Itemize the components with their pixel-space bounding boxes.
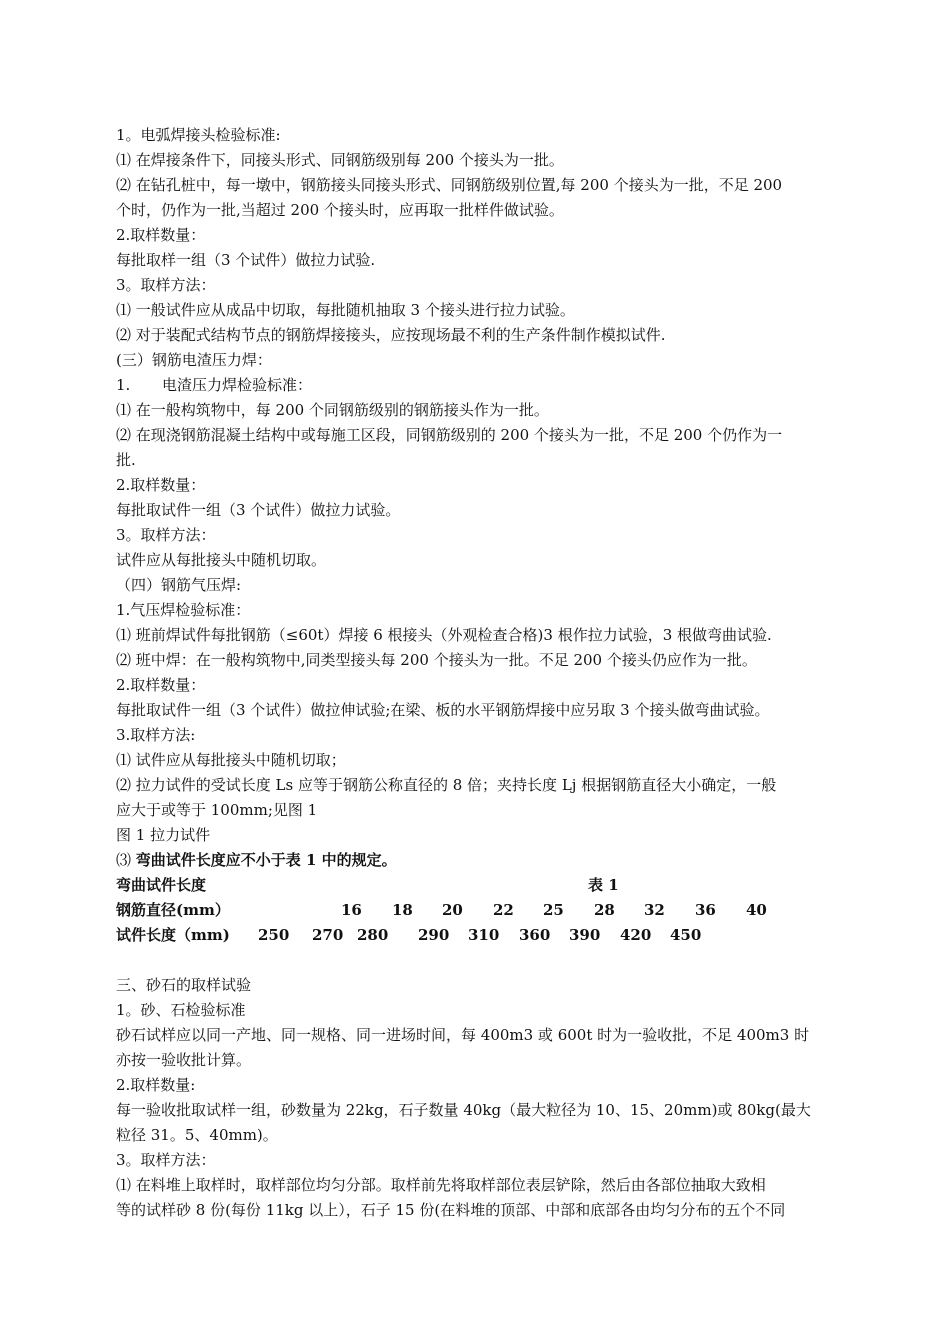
- list-item-continued: 批.: [116, 451, 136, 469]
- list-item: ⑴ 在焊接条件下，同接头形式、同钢筋级别每 200 个接头为一批。: [116, 151, 564, 169]
- paragraph: 每一验收批取试样一组，砂数量为 22kg，石子数量 40kg（最大粒径为 10、15、20mm)或 80kg(最大: [116, 1101, 811, 1119]
- figure-caption: 图 1 拉力试件: [116, 826, 211, 844]
- table-cell: 390: [569, 926, 601, 944]
- section-heading-gas-pressure: （四）钢筋气压焊:: [116, 576, 242, 594]
- paragraph: 每批取试件一组（3 个试件）做拉伸试验;在梁、板的水平钢筋焊接中应另取 3 个接头做弯曲试验。: [116, 701, 770, 719]
- heading-sampling-method: 3。取样方法：: [116, 526, 216, 544]
- table-title: 弯曲试件长度: [116, 876, 207, 894]
- heading-gas-pressure-standard: 1.气压焊检验标准：: [116, 601, 251, 619]
- paragraph: 每批取样一组（3 个试件）做拉力试验.: [116, 251, 376, 269]
- list-item: ⑴ 一般试件应从成品中切取，每批随机抽取 3 个接头进行拉力试验。: [116, 301, 575, 319]
- spacer: [116, 948, 850, 973]
- list-item: ⑴ 在料堆上取样时，取样部位均匀分部。取样前先将取样部位表层铲除，然后由各部位抽取大致相: [116, 1176, 766, 1194]
- table-cell: 18: [392, 901, 413, 919]
- list-item: ⑴ 班前焊试件每批钢筋（≤60t）焊接 6 根接头（外观检查合格)3 根作拉力试验，3 根做弯曲试验.: [116, 626, 772, 644]
- paragraph: 砂石试样应以同一产地、同一规格、同一进场时间，每 400m3 或 600t 时为一验收批，不足 400m3 时: [116, 1026, 810, 1044]
- list-marker: ⑶: [116, 851, 136, 869]
- table-cell: 310: [468, 926, 500, 944]
- list-item: ⑴ 在一般构筑物中，每 200 个同钢筋级别的钢筋接头作为一批。: [116, 401, 549, 419]
- list-item: ⑵ 班中焊：在一般构筑物中,同类型接头每 200 个接头为一批。不足 200 个接头仍应作为一批。: [116, 651, 757, 669]
- list-item: ⑵ 在钻孔桩中，每一墩中，钢筋接头同接头形式、同钢筋级别位置,每 200 个接头为一批，不足 200: [116, 176, 783, 194]
- table-cell: 36: [695, 901, 716, 919]
- table-cell: 25: [543, 901, 564, 919]
- list-item: ⑵ 拉力试件的受试长度 Ls 应等于钢筋公称直径的 8 倍；夹持长度 Lj 根据钢筋直径大小确定，一般: [116, 776, 777, 794]
- heading-text: 电渣压力焊检验标准：: [162, 376, 313, 394]
- table-cell: 250: [258, 926, 290, 944]
- list-item: ⑵ 在现浇钢筋混凝土结构中或每施工区段，同钢筋级别的 200 个接头为一批，不足 200 个仍作为一: [116, 426, 783, 444]
- list-item-text: 弯曲试件长度应不小于表 1 中的规定。: [135, 851, 397, 869]
- heading-electroslag-standard: [116, 373, 850, 398]
- table-cell: 22: [493, 901, 514, 919]
- paragraph-continued: 粒径 31。5、40mm)。: [116, 1126, 278, 1144]
- heading-sand-stone-standard: 1。砂、石检验标准: [116, 1001, 246, 1019]
- table-title-row: [116, 873, 850, 898]
- heading-sample-quantity: 2.取样数量：: [116, 676, 206, 694]
- heading-arc-welding-standard: 1。电弧焊接头检验标准:: [116, 126, 281, 144]
- heading-sample-quantity: 2.取样数量:: [116, 1076, 196, 1094]
- section-heading-sand-stone: 三、砂石的取样试验: [116, 976, 252, 994]
- paragraph: 每批取试件一组（3 个试件）做拉力试验。: [116, 501, 401, 519]
- table-cell: 270: [312, 926, 344, 944]
- paragraph-continued: 亦按一验收批计算。: [116, 1051, 252, 1069]
- table-caption: 表 1: [588, 876, 619, 894]
- table-row: [116, 898, 850, 923]
- row-label-diameter: 钢筋直径(mm）: [116, 901, 230, 919]
- list-item-bold: [116, 848, 850, 873]
- table-cell: 290: [418, 926, 450, 944]
- heading-sampling-method: 3。取样方法：: [116, 1151, 216, 1169]
- list-item: ⑵ 对于装配式结构节点的钢筋焊接接头，应按现场最不利的生产条件制作模拟试件.: [116, 326, 666, 344]
- heading-sample-quantity: 2.取样数量：: [116, 226, 206, 244]
- table-cell: 32: [644, 901, 665, 919]
- table-cell: 28: [594, 901, 615, 919]
- list-item-continued: 等的试样砂 8 份(每份 11kg 以上），石子 15 份(在料堆的顶部、中部和底部各由均匀分布的五个不同: [116, 1201, 786, 1219]
- table-cell: 40: [746, 901, 767, 919]
- row-label-length: 试件长度（mm): [116, 926, 230, 944]
- heading-sample-quantity: 2.取样数量：: [116, 476, 206, 494]
- list-item-continued: 应大于或等于 100mm;见图 1: [116, 801, 318, 819]
- table-cell: 20: [442, 901, 463, 919]
- list-item: ⑴ 试件应从每批接头中随机切取；: [116, 751, 346, 769]
- table-cell: 360: [519, 926, 551, 944]
- table-row: [116, 923, 850, 948]
- heading-number: 1.: [116, 376, 131, 394]
- list-item-continued: 个时，仍作为一批,当超过 200 个接头时，应再取一批样件做试验。: [116, 201, 564, 219]
- heading-sampling-method: 3。取样方法：: [116, 276, 216, 294]
- document-body: [116, 123, 850, 1223]
- section-heading-electroslag: (三）钢筋电渣压力焊：: [116, 351, 272, 369]
- table-cell: 420: [620, 926, 652, 944]
- table-cell: 280: [357, 926, 389, 944]
- table-cell: 16: [341, 901, 362, 919]
- table-cell: 450: [670, 926, 702, 944]
- heading-sampling-method: 3.取样方法:: [116, 726, 196, 744]
- paragraph: 试件应从每批接头中随机切取。: [116, 551, 327, 569]
